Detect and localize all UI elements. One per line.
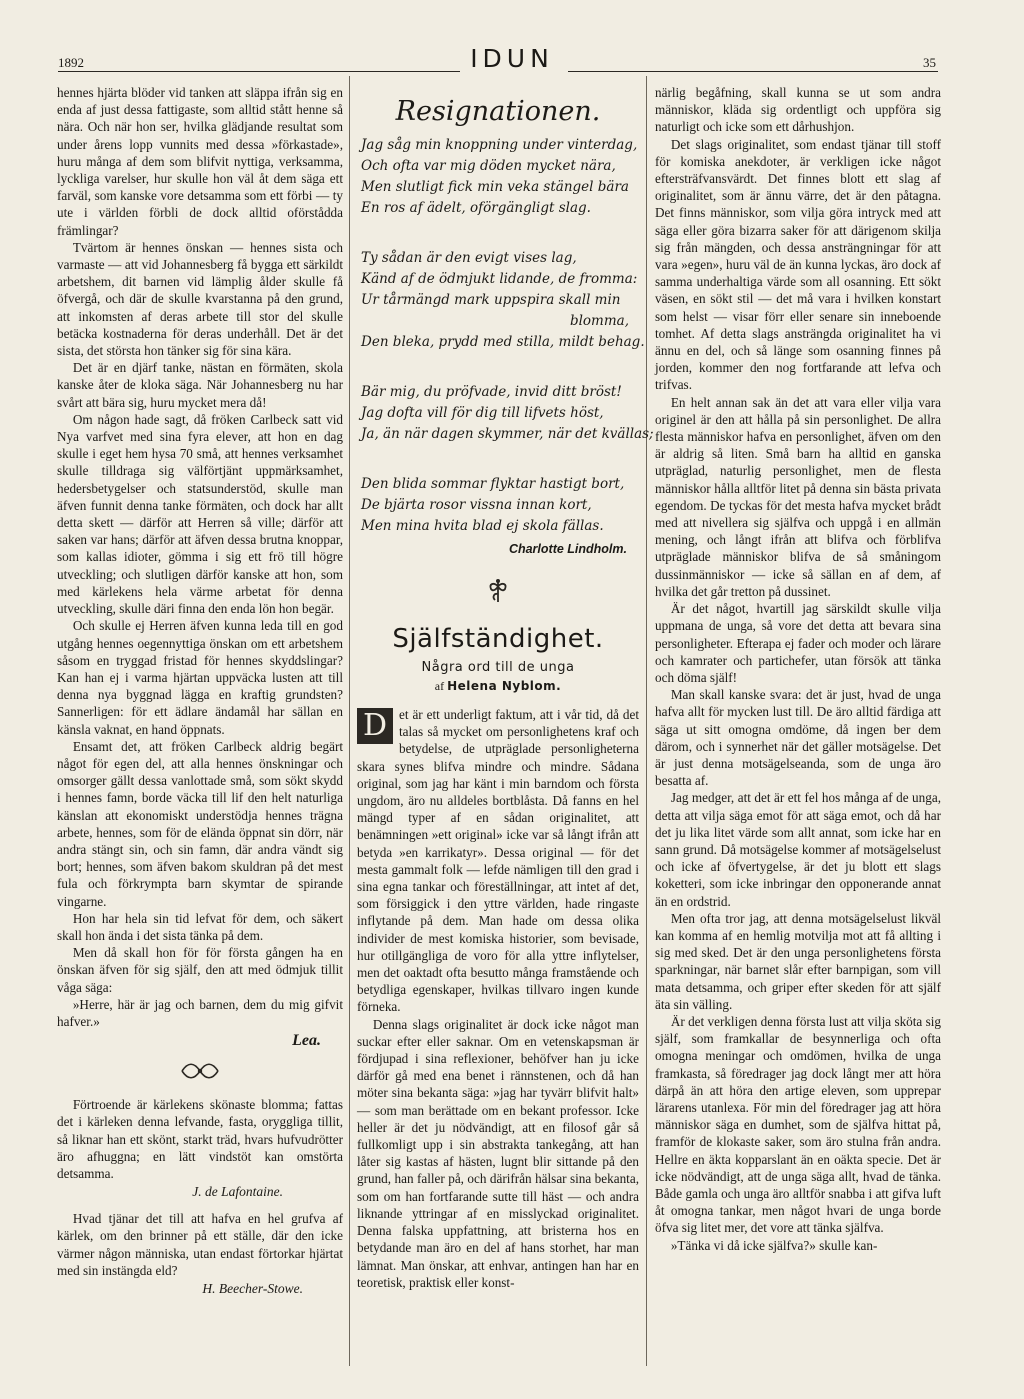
poem-line: Men mina hvita blad ej skola fällas. (361, 518, 604, 534)
poem-line: Jag såg min knoppning under vinterdag, (361, 137, 638, 153)
poem-line: De bjärta rosor vissna innan kort, (361, 497, 592, 513)
paragraph: Är det verkligen denna första lust att vilja sköta sig själf, som framkallar de besynnerliga och ofta omogna meningar och omdömen, hvilka de unga framkasta, så föredrager jag dock långt mer att höra därpå än att höra den artige eleven, som upprepar lärarens utanlexa. För min del föredrager jag att höra människor säga en dumhet, som de själfva hittat på, framför de klokaste saker, som äro stulna från andra. Hellre en äkta kopparslant än en oäkta specie. Det är icke nödvändigt, att de unga säga allt, hvad de tänka. Både gamla och unga äro alltför snabba i att gifva luft åt omogna tankar, men något hvari de unga borde öfva sig litet mer, det vore att tänka själfva. (655, 1013, 941, 1236)
poem-line: Ty sådan är den evigt vises lag, (361, 250, 577, 266)
ornament-icon (57, 1060, 343, 1086)
article-byline: af Helena Nyblom. (434, 679, 562, 693)
header-rule-right (568, 71, 938, 72)
header-rule-left (58, 71, 460, 72)
quote-text: Hvad tjänar det till att hafva en hel grufva af kärlek, om den brinner på ett ställe, där den icke värmer någon människa, utan endast förtorkar hjärtat med sin instängda eld? (57, 1211, 343, 1278)
header-page-number: 35 (923, 55, 936, 70)
poem-line: Känd af de ödmjukt lidande, de fromma: (361, 271, 638, 287)
paragraph: Och skulle ej Herren äfven kunna leda till en god utgång hennes oegennyttiga önskan om ett arbetshem såsom en tryggad fristad för hennes skyddslingar? Kan han ej i varma hjärtan uppväcka lusten att till denna nya byggnad lägga en kraftig grundsten? Sannerligen: för ett ädlare ändamål har sällan en känsla vaknat, en hand öppnats. (57, 618, 343, 737)
paragraph: Tvärtom är hennes önskan — hennes sista och varmaste — att vid Johannesberg få bygga ett särkildt arbetshem, dit barnen vid lämplig ålder skulle få öfvergå, och där de skulle kvarstanna på den grund, att inkomsten af deras arbete till stor del skulle betäcka kostnaderna för deras underhåll. Det är det sista, det största hon tänker sig för sina kära. (57, 239, 343, 359)
paragraph: »Tänka vi då icke själfva?» skulle kan- (670, 1237, 878, 1253)
paragraph: närlig begåfning, skall kunna se ut som andra människor, kläda sig ordentligt och uppföra sig naturligt och icke som ett dårhushjon. (655, 85, 941, 135)
poem-line: Jag dofta vill för dig till lifvets höst, (361, 405, 604, 421)
paragraph: et är ett underligt faktum, att i vår tid, då det talas så mycket om personlighetens kraf och betydelse, de utpräglade personligheterna skara synes blifva mindre och mindre. Sådana original, som jag har känt i min barndom och första ungdom, äro nu alldeles bortblåsta. Då fanns en hel mängd typer af en sådan originalitet, att benämningen »ett original» icke var så långt ifrån att betyda »en karrikatyr». Dessa original — för det mesta gammalt folk — lefde nämligen till den grad i sina egna tankar och föreställningar, att intet af det, som försiggick i den yttre världen, hade ringaste inflytande på dem. Man hade om dessa olika individer de mest komiska historier, som bevisade, hur otillgängliga de voro för alla yttre inflytelser, men det oaktadt ofta besutto många framstående och betydliga egenskaper, hvilkas tillvaro ingen kunde förneka. (357, 707, 639, 1015)
article-subtitle: Några ord till de unga (421, 660, 575, 675)
poem-line: Men slutligt fick min veka stängel bära (361, 179, 629, 195)
paragraph: Är det något, hvartill jag särskildt skulle vilja uppmana de unga, så vore det detta att bevara sina personligheter. Efterapa ej fader och moder och lärare och kamrater och partichefer, utan försök att tänka och döma själf! (655, 601, 941, 685)
poem-title: Resignationen. (395, 96, 601, 127)
quote-text: Förtroende är kärlekens skönaste blomma; fattas det i kärleken denna lefvande, fasta, oryggliga tillit, så liknar han ett skönt, starkt träd, hvars hufvudrötter äro afhuggna; en lätt vindstöt kan omstörta detsamma. (57, 1097, 343, 1181)
poem-stanza (357, 135, 639, 219)
column-left (57, 84, 343, 1297)
column-divider-1 (349, 76, 350, 1366)
paragraph: Det slags originalitet, som endast tjänar till stoff för komiska anekdoter, är verkligen icke något eftersträfvansvärdt. Det finnes blott ett slag af originalitet, som är ännu värre, det är den påtagna. Det finns människor, som vilja göra intryck med att säga eller göra bizarra saker för att därigenom skilja sig från mängden, och dessa ansträngningar för att vara »egen», huru väl de än kunna lyckas, äro dock af samma underhaltiga värde som all osanning. Ett sökt väsen, en sökt stil — det må vara i hvilken konstart som helst — visar förr eller senare sin inneboende tomhet. Af detta slags ansträngda originalitet ha vi ännu en del, och så länge som osanning finnes på jorden, kommer den nog fortfarande att lefva och trifvas. (655, 136, 941, 393)
paragraph: En helt annan sak än det att vara eller vilja vara originel är den att hålla på sin personlighet. De allra flesta människor hafva en personlighet, äfven om den är aldrig så liten. Små barn ha alltid en ganska utpräglad, naturlig personlighet, men de flesta människor hålla alltför litet på denna sin bästa privata egendom. De tyckas för det mesta hafva mycket brådt med att nivellera sig själfva och uppgå i en allmän mening, och långt ifrån att blifva och förblifva utpräglade människor blifva de så småningom dussinmänniskor — icke så sällan en af dem, af hvilka det går tretton på dussinet. (655, 394, 941, 599)
masthead-title: IDUN (470, 44, 554, 73)
column-divider-2 (646, 76, 647, 1366)
poem-line: Den blida sommar flyktar hastigt bort, (361, 476, 625, 492)
paragraph: Hon har hela sin tid lefvat för dem, och säkert skall hon ända i det sista tänka på dem. (57, 910, 343, 943)
flower-ornament-icon (357, 576, 639, 610)
paragraph: Men ofta tror jag, att denna motsägelselust likväl kan komma af en hemlig motvilja mot att få allting i sig med sked. Det är den unga personlighetens första sparkningar, när barnet slår efter barnpigan, som vill mata detsamma, och griper efter skeden för att själf äta sin välling. (655, 910, 941, 1012)
poem-stanza (357, 474, 639, 537)
paragraph: »Herre, här är jag och barnen, dem du mig gifvit hafver.» (57, 996, 343, 1029)
poem-line: Ur tårmängd mark uppspira skall min (361, 292, 621, 308)
paragraph: hennes hjärta blöder vid tanken att släppa ifrån sig en enda af just dessa fattigaste, som alltid stått henne så nära. Och när hon ser, hvilka glädjande resultat som under årens lopp vunnits med dessa »förkastade», huru många af dem som blifvit nyttiga, verksamma, lyckliga varelser, hur skulle hon väl åt dem säga ett farväl, som kanske vore detsamma som ett förbi — ty ute i världen förbli de dock alltid oförstådda främlingar? (57, 85, 343, 238)
poem-line: Den bleka, prydd med stilla, mildt behag. (361, 334, 645, 350)
poem-author: Charlotte Lindholm. (508, 542, 627, 556)
poem-line: blomma, (569, 313, 629, 329)
paragraph: Det är en djärf tanke, nästan en förmäten, skola kanske åter de kloka säga. När Johannesberg nu har svårt att bära sig, huru mycket mera då! (57, 360, 343, 410)
poem-line: Bär mig, du pröfvade, invid ditt bröst! (361, 384, 622, 400)
paragraph: Ensamt det, att fröken Carlbeck aldrig begärt något för egen del, att alla hennes önskningar och omsorger gällt dessa vanlottade små, som sökt skydd i hennes famn, borde väcka till lif den helt naturliga känslan att ekonomiskt understödja hennes trägna arbete, hennes, som för de elända öppnat sin dörr, när andra stängt sin, och sin famn, där andra vändt sig bort; hennes, som äfven bakom skuldran på det mest fula och förkrympta barn skymtar de spirande vingarne. (57, 738, 343, 909)
poem-stanza (357, 382, 654, 445)
quote-author: J. de Lafontaine. (192, 1184, 283, 1200)
poem-stanza (357, 248, 645, 353)
article-signature: Lea. (292, 1032, 321, 1050)
article-title: Själfständighet. (392, 624, 604, 654)
poem-line: En ros af ädelt, oförgängligt slag. (361, 200, 591, 216)
drop-cap: D (357, 708, 393, 744)
paragraph: Man skall kanske svara: det är just, hvad de unga hafva allt för mycken lust till. De äro alltid färdiga att säga ut sitt omogna omdöme, då ingen ber dem därom, och i synnerhet när det gäller motsägelse. Det är just denna motsägelseanda, som de unga äro besatta af. (655, 687, 941, 789)
article-body (357, 706, 639, 1291)
quote-author: H. Beecher-Stowe. (202, 1281, 303, 1296)
paragraph: Denna slags originalitet är dock icke något man suckar efter eller saknar. Om en vetenskapsman är fördjupad i sina reflexioner, behöfver han ju icke därför gå med ena benet i rännstenen, och då han möter sina bekanta säga: »jag har tyvärr blifvit halt» — som man berättade om en bekant professor. Icke heller är det ju nödvändigt, att en filosof går så fullkomligt upp i sin abstrakta tankegång, att han låter sig kastas af hästen, lugnt blir sittande på den grund, han faller på, och därifrån hälsar sina bekanta, som om han fortfarande sutte till häst — och andra liknande yttringar af en misslyckad originalitet. Denna falska uppfattning, att bristerna hos en betydande man äro en del af hans storhet, har man lämnat. Man önskar, att enhvar, antingen han har en teoretisk, praktisk eller konst- (357, 1016, 639, 1290)
header-year: 1892 (58, 55, 84, 70)
poem-line: Och ofta var mig döden mycket nära, (361, 158, 616, 174)
poem-line: Ja, än när dagen skymmer, när det kvällas; (361, 426, 654, 442)
paragraph: Men då skall hon för för första gången ha en önskan äfven för sig själf, den att med ödmjuk tillit våga säga: (57, 945, 343, 995)
paragraph: Jag medger, att det är ett fel hos många af de unga, detta att vilja säga emot för att säga emot, och då har det ju lika litet värde som allt annat, som icke har en sann grund. Då motsägelse kommer af motsägelselust och icke af öfvertygelse, är det ju blott ett slags koketteri, som icke inbringar den opponerande annat än en ordstrid. (655, 790, 941, 909)
column-right (655, 84, 941, 1254)
column-middle (357, 78, 654, 1291)
paragraph: Om någon hade sagt, då fröken Carlbeck satt vid Nya varfvet med sina fyra elever, att hon en dag skulle i eget hem hysa 70 små, att hennes verksamhet skulle tilldraga sig välförtjänt uppmärksamhet, hedersbetygelser och statsunderstöd, skulle man äfven funnit denna tanke förmäten, och dock har allt detta skett — därför att Herren så ville; därför att saken var hans; därför att äfven dessa brutna knoppar, som kallas idioter, gömma i sig ett frö till högre utveckling; och slutligen därför kanske att hon, som med kärlekens hela värme arbetat för denna utveckling, skulle däri finna den enda lön hon begär. (57, 411, 343, 617)
